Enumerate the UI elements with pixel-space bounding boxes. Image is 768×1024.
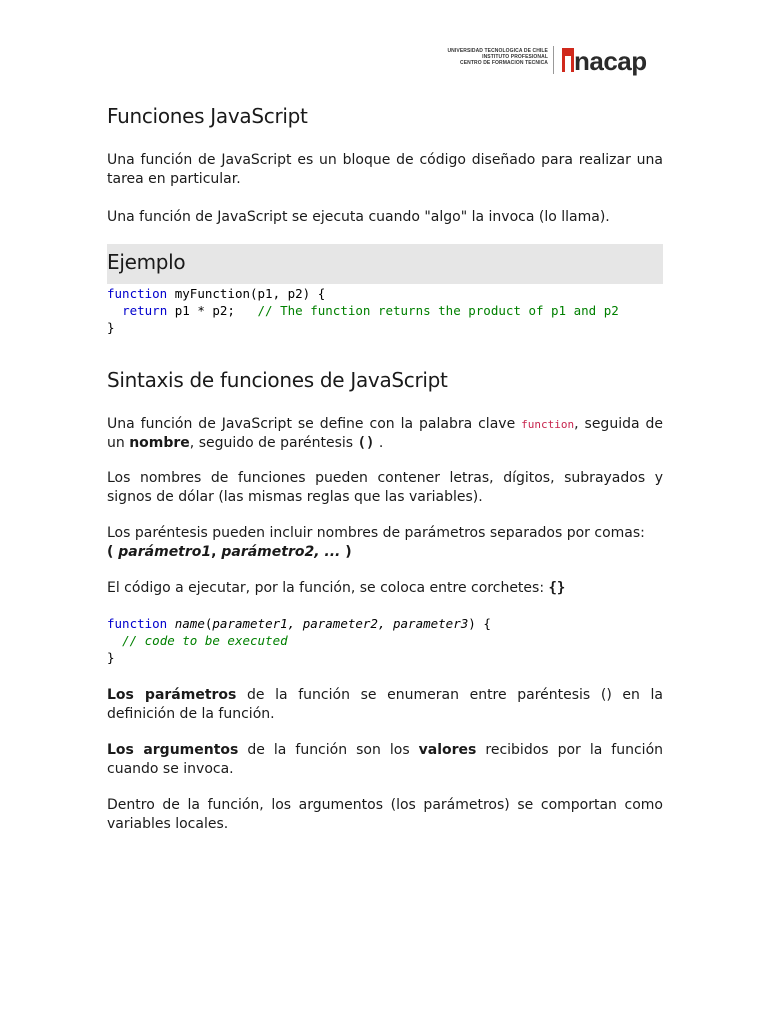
code-text: (	[204, 616, 213, 631]
bold-nombre: nombre	[129, 435, 190, 451]
code-text: p1 * p2;	[167, 303, 258, 318]
text-span: de la función son los	[238, 742, 419, 758]
page-title: Funciones JavaScript	[107, 104, 308, 128]
bold-argumentos: Los argumentos	[107, 742, 239, 758]
code-function-name: name	[167, 616, 205, 631]
param-1: parámetro1	[118, 544, 212, 560]
outro-paragraph-2	[107, 741, 663, 779]
inacap-logo-icon	[562, 48, 574, 72]
text-span: , ...	[314, 544, 346, 560]
syntax-paragraph-3	[107, 524, 663, 562]
braces-symbol: {}	[548, 580, 566, 596]
code-comment: // The function returns the product of p1 and p2	[257, 303, 619, 318]
outro-paragraph-1	[107, 686, 663, 724]
example-code-block	[107, 285, 663, 336]
text-span: El código a ejecutar, por la función, se coloca entre corchetes:	[107, 580, 549, 596]
code-indent	[107, 633, 122, 648]
text-span: Una función de JavaScript se define con la palabra clave	[107, 416, 522, 432]
text-span: Los paréntesis pueden incluir nombres de parámetros separados por comas:	[107, 525, 645, 541]
intro-paragraph-2: Una función de JavaScript se ejecuta cuando "algo" la invoca (lo llama).	[107, 209, 610, 225]
logo-text: nacap	[574, 46, 647, 76]
text-span: de la función se enumeran entre paréntesis () en la definición de la función.	[107, 687, 664, 722]
syntax-paragraph-4	[107, 579, 663, 598]
text-span: , seguido de paréntesis	[189, 435, 358, 451]
code-keyword: return	[122, 303, 168, 318]
syntax-code-block	[107, 615, 663, 666]
text-span: ,	[211, 544, 222, 560]
text-span: recibidos por la función cuando se invoca.	[107, 742, 664, 777]
bold-parametros: Los parámetros	[107, 687, 237, 703]
syntax-heading: Sintaxis de funciones de JavaScript	[107, 368, 448, 392]
syntax-paragraph-1	[107, 415, 663, 453]
code-text: }	[107, 320, 115, 335]
code-keyword: function	[107, 616, 168, 631]
parentheses-symbol: ()	[357, 435, 375, 451]
code-comment: // code to be executed	[122, 633, 288, 648]
institution-line-3: CENTRO DE FORMACION TECNICA	[460, 60, 548, 66]
params-example	[107, 544, 352, 560]
code-keyword: function	[107, 286, 168, 301]
code-text: myFunction(p1, p2) {	[167, 286, 326, 301]
inline-code-function: function	[521, 418, 575, 431]
institution-line-2: INSTITUTO PROFESIONAL	[482, 54, 548, 60]
text-span: )	[345, 544, 352, 560]
text-span: .	[374, 435, 384, 451]
header-logo-area	[440, 44, 662, 78]
syntax-paragraph-2: Los nombres de funciones pueden contener letras, dígitos, subrayados y signos de dólar (las mismas reglas que las variables).	[107, 470, 663, 505]
logo-separator	[553, 46, 554, 74]
text-span: , seguida de un	[107, 416, 664, 451]
param-2: parámetro2	[221, 544, 315, 560]
example-heading: Ejemplo	[107, 250, 186, 274]
example-heading-bar	[107, 244, 663, 284]
text-span: (	[107, 544, 119, 560]
outro-paragraph-3: Dentro de la función, los argumentos (los parámetros) se comportan como variables locales.	[107, 797, 663, 832]
code-text: ) {	[468, 616, 491, 631]
code-params: parameter1, parameter2, parameter3	[212, 616, 469, 631]
bold-valores: valores	[418, 742, 477, 758]
intro-paragraph-1: Una función de JavaScript es un bloque de código diseñado para realizar una tarea en particular.	[107, 152, 663, 187]
code-indent	[107, 303, 122, 318]
institution-line-1: UNIVERSIDAD TECNOLOGICA DE CHILE	[447, 48, 548, 54]
institution-lines	[440, 48, 548, 66]
code-text: }	[107, 650, 115, 665]
